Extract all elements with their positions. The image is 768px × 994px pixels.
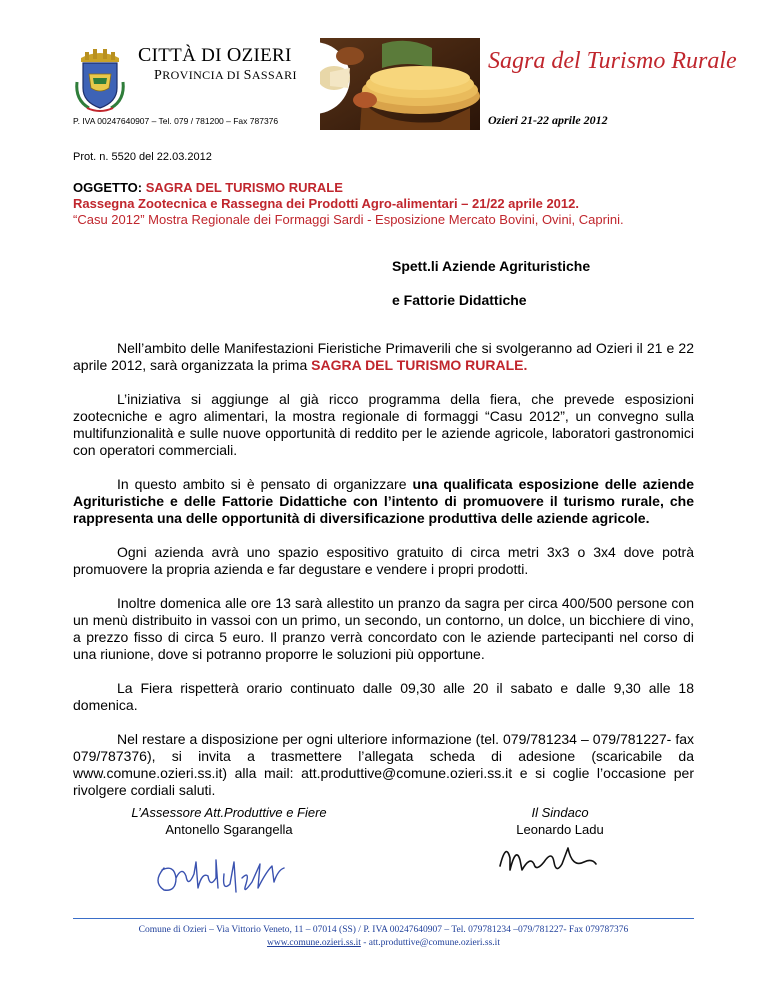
paragraph-5: Inoltre domenica alle ore 13 sarà allestito un pranzo da sagra per circa 400/500 persone con un menù distribuito in vassoi con un primo, un secondo, un contorno, un dolce, un bicchiere di vino, a prezzo fisso di circa 5 euro. Il pranzo verrà concordato con le aziende partecipanti nel corso di una riunione, dove si potranno proporre le soluzioni più opportune. <box>73 595 694 662</box>
city-title: CITTÀ DI OZIERI <box>138 44 292 66</box>
recipient-line-1: Spett.li Aziende Agrituristiche <box>392 258 591 274</box>
subject-line-2: Rassegna Zootecnica e Rassegna dei Prodotti Agro-alimentari – 21/22 aprile 2012. <box>73 196 579 211</box>
assessor-handwritten-signature <box>150 848 290 905</box>
paragraph-7: Nel restare a disposizione per ogni ulteriore informazione (tel. 079/781234 – 079/781227- fax 079/787376), si invita a trasmettere l’allegata scheda di adesione (scaricabile da www.comune.ozieri.ss.it) alla mail: att.produttive@comune.ozieri.ss.it e si coglie l’occasione per rivolgere cordiali saluti. <box>73 731 694 798</box>
subject-title: SAGRA DEL TURISMO RURALE <box>145 180 343 195</box>
mayor-name: Leonardo Ladu <box>516 822 604 837</box>
assessor-name: Antonello Sgarangella <box>165 822 293 837</box>
signature-left <box>114 804 344 838</box>
event-date: Ozieri 21-22 aprile 2012 <box>488 113 608 127</box>
protocol-number: Prot. n. 5520 del 22.03.2012 <box>73 151 212 163</box>
coat-of-arms-icon <box>73 44 127 114</box>
subject-label: OGGETTO: <box>73 180 143 195</box>
footer-divider <box>73 918 694 919</box>
event-title: Sagra del Turismo Rurale <box>488 48 737 74</box>
footer: Comune di Ozieri – Via Vittorio Veneto, 11 – 07014 (SS) / P. IVA 00247640907 – Tel. 079781234 –079/781227- Fax 079787376 www.comune.ozieri.ss.it - att.produttive@comune.ozieri.ss.it <box>73 924 694 950</box>
footer-website-link[interactable]: www.comune.ozieri.ss.it <box>267 938 361 948</box>
subject-line-3: “Casu 2012” Mostra Regionale dei Formaggi Sardi - Esposizione Mercato Bovini, Ovini, Caprini. <box>73 212 624 227</box>
province-subtitle: PROVINCIA DI SASSARI <box>154 68 297 83</box>
footer-email: att.produttive@comune.ozieri.ss.it <box>368 938 500 948</box>
signature-right <box>500 804 620 838</box>
mayor-handwritten-signature <box>496 838 606 883</box>
recipient-line-2: e Fattorie Didattiche <box>392 292 527 308</box>
event-name-highlight: SAGRA DEL TURISMO RURALE. <box>311 357 528 373</box>
paragraph-2: L’iniziativa si aggiunge al già ricco programma della fiera, che prevede esposizioni zootecniche e agro alimentari, la mostra regionale di formaggi “Casu 2012”, un convegno sulla multifunzionalità e sulle nuove opportunità di reddito per le aziende agricole, laboratori gastronomici con operatori commerciali. <box>73 391 694 458</box>
subject-block <box>73 180 713 228</box>
food-photo-image <box>320 38 480 130</box>
paragraph-3: In questo ambito si è pensato di organizzare una qualificata esposizione delle aziende Agrituristiche e delle Fattorie Didattiche con l’intento di promuovere il turismo rurale, che rappresenta una delle opportunità di diversificazione produttiva delle aziende agricole. <box>73 476 694 526</box>
footer-address: Comune di Ozieri – Via Vittorio Veneto, 11 – 07014 (SS) / P. IVA 00247640907 – Tel. 079781234 –079/781227- Fax 079787376 <box>138 925 629 935</box>
paragraph-4: Ogni azienda avrà uno spazio espositivo gratuito di circa metri 3x3 o 3x4 dove potrà promuovere la propria azienda e far degustare e vendere i propri prodotti. <box>73 544 694 577</box>
assessor-role: L’Assessore Att.Produttive e Fiere <box>131 805 327 820</box>
contact-line: P. IVA 00247640907 – Tel. 079 / 781200 – Fax 787376 <box>73 116 279 126</box>
paragraph-6: La Fiera rispetterà orario continuato dalle 09,30 alle 20 il sabato e dalle 9,30 alle 18 domenica. <box>73 680 694 713</box>
paragraph-1: Nell’ambito delle Manifestazioni Fieristiche Primaverili che si svolgeranno ad Ozieri il 21 e 22 aprile 2012, sarà organizzata la prima SAGRA DEL TURISMO RURALE. <box>73 340 694 373</box>
mayor-role: Il Sindaco <box>531 805 589 820</box>
